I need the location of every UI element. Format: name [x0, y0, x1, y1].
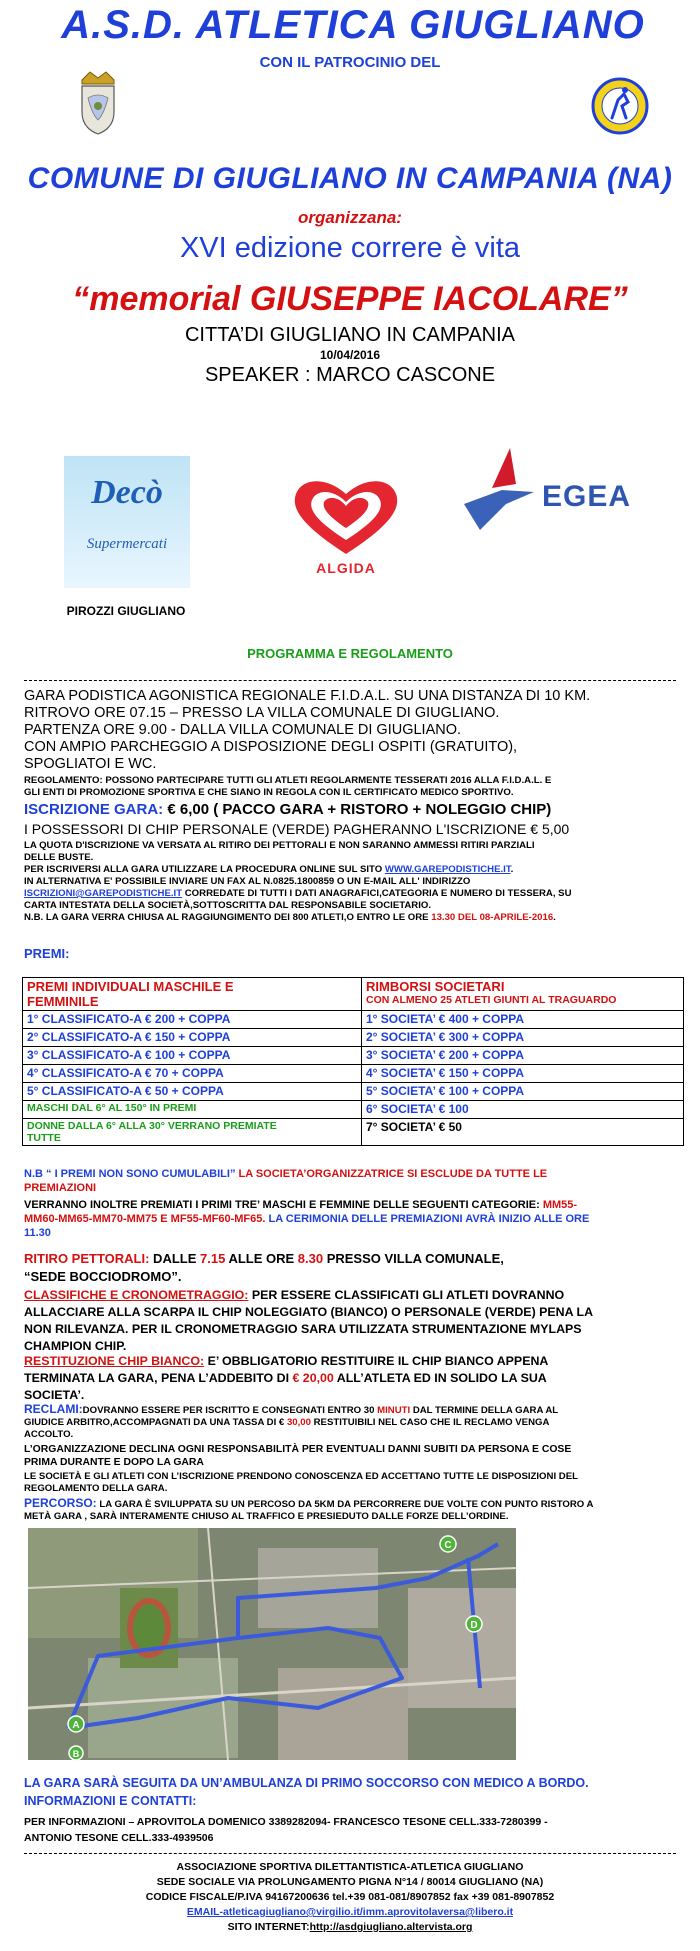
- prize-cell: 2° SOCIETA’ € 300 + COPPA: [362, 1029, 684, 1047]
- regulation-line: REGOLAMENTO: POSSONO PARTECIPARE TUTTI GLI ATLETI REGOLARMENTE TESSERATI 2016 ALLA F.I.D.A.L. E: [24, 775, 552, 786]
- percorso-section: PERCORSO: LA GARA È SVILUPPATA SU UN PERCOSO DA 5KM DA PERCORRERE DUE VOLTE CON PUNTO RISTORO A METÀ GARA , SARÀ INTERAMENTE CHIUSO AL TRAFFICO E PRESIEDUTO DALLE FORZE DELL’ORDINE.: [24, 1496, 594, 1522]
- detail-line: LA QUOTA D'ISCRIZIONE VA VERSATA AL RITIRO DEI PETTORALI E NON SARANNO AMMESSI RITIRI PARZIALI: [24, 840, 535, 851]
- egea-name: EGEA: [542, 480, 632, 513]
- egea-logo: [458, 444, 658, 536]
- footer-association: ASSOCIAZIONE SPORTIVA DILETTANTISTICA-ATLETICA GIUGLIANO: [176, 1861, 524, 1873]
- intro-line: CON AMPIO PARCHEGGIO A DISPOSIZIONE DEGLI OSPITI (GRATUITO),: [24, 739, 518, 755]
- comune-coat-of-arms-logo: [76, 68, 120, 138]
- detail-line: IN ALTERNATIVA E' POSSIBILE INVIARE UN FAX AL N.0825.1800859 O UN E-MAIL ALL' INDIRIZZO: [24, 876, 471, 887]
- memorial-title: “memorial GIUSEPPE IACOLARE”: [72, 280, 628, 318]
- algida-logo: [286, 474, 406, 586]
- prize-cell: 1° CLASSIFICATO-A € 200 + COPPA: [23, 1011, 362, 1029]
- prize-cell: MASCHI DAL 6° AL 150° IN PREMI: [23, 1101, 362, 1119]
- marker-a-label: A: [72, 1720, 80, 1731]
- club-logo: [590, 70, 650, 140]
- reclami-section: RECLAMI:DOVRANNO ESSERE PER ISCRITTO E CONSEGNATI ENTRO 30 MINUTI DAL TERMINE DELLA GARA AL GIUDICE ARBITRO,ACCOMPAGNATI DA UNA TASSA DI € 30,00 RESTITUIBILI NEL CASO CHE IL RECLAMO VENGA ACCOLTO.: [24, 1402, 559, 1440]
- patronage-text: CON IL PATROCINIO DEL: [259, 54, 441, 71]
- deco-name: Decò: [91, 474, 163, 511]
- prize-cell: DONNE DALLA 6° ALLA 30° VERRANO PREMIATE TUTTE: [23, 1119, 362, 1146]
- route-map: [28, 1528, 516, 1760]
- intro-line: GARA PODISTICA AGONISTICA REGIONALE F.I.D.A.L. SU UNA DISTANZA DI 10 KM.: [24, 688, 591, 704]
- restituzione-section: RESTITUZIONE CHIP BIANCO: E’ OBBLIGATORIO RESTITUIRE IL CHIP BIANCO APPENA TERMINATA LA GARA, PENA L’ADDEBITO DI € 20,00 ALL’ATLETA ED IN SOLIDO LA SUA SOCIETA’.: [24, 1354, 549, 1402]
- marker-c-label: C: [444, 1540, 452, 1551]
- comune-title: COMUNE DI GIUGLIANO IN CAMPANIA (NA): [27, 162, 673, 195]
- intro-section: [24, 688, 684, 773]
- prize-cell: 4° CLASSIFICATO-A € 70 + COPPA: [23, 1065, 362, 1083]
- categories-note: VERRANNO INOLTRE PREMIATI I PRIMI TRE’ MASCHI E FEMMINE DELLE SEGUENTI CATEGORIE: MM55- MM60-MM65-MM70-MM75 E MF55-MF60-MF65. LA CERIMONIA DELLE PREMIAZIONI AVRÀ INIZIO ALLE ORE 11.30: [24, 1199, 590, 1239]
- program-title: PROGRAMMA E REGOLAMENTO: [247, 646, 453, 661]
- garepodistiche-link[interactable]: WWW.GAREPODISTICHE.IT: [384, 864, 511, 875]
- classifiche-section: CLASSIFICHE E CRONOMETRAGGIO: PER ESSERE CLASSIFICATI GLI ATLETI DOVRANNO ALLACCIARE ALLA SCARPA IL CHIP NOLEGGIATO (BIANCO) O PERSONALE (VERDE) PENA LA NON RILEVANZA. PER IL CRONOMETRAGGIO SARA UTILIZZATA STRUMENTAZIONE MYLAPS CHAMPION CHIP.: [24, 1288, 594, 1353]
- route-map-image: [28, 1528, 516, 1760]
- individual-prizes-header: PREMI INDIVIDUALI MASCHILE E FEMMINILE: [23, 978, 362, 1011]
- footer: [0, 1860, 700, 1935]
- ambulance-note: LA GARA SARÀ SEGUITA DA UN’AMBULANZA DI PRIMO SOCCORSO CON MEDICO A BORDO.: [24, 1776, 589, 1790]
- premi-label: PREMI:: [24, 946, 70, 961]
- detail-line: ISCRIZIONI@GAREPODISTICHE.IT CORREDATE DI TUTTI I DATI ANAGRAFICI,CATEGORIA E NUMERO DI TESSERA, SU: [24, 888, 572, 899]
- deco-logo: [64, 456, 190, 588]
- registration-label: ISCRIZIONE GARA:: [24, 801, 164, 818]
- speaker-text: SPEAKER : MARCO CASCONE: [204, 364, 496, 386]
- prize-cell: 5° SOCIETA’ € 100 + COPPA: [362, 1083, 684, 1101]
- event-date: 10/04/2016: [319, 348, 381, 362]
- prize-cell: 3° CLASSIFICATO-A € 100 + COPPA: [23, 1047, 362, 1065]
- footer-website: SITO INTERNET:http://asdgiugliano.altervista.org: [227, 1921, 473, 1933]
- regulation-line: GLI ENTI DI PROMOZIONE SPORTIVA E CHE SIANO IN REGOLA CON IL CERTIFICATO MEDICO SPORTIVO.: [24, 787, 514, 798]
- organizes-label: organizzana:: [298, 208, 402, 227]
- registration-fee: [24, 801, 694, 819]
- footer-fiscal: CODICE FISCALE/P.IVA 94167200636 tel.+39 081-081/8907852 fax +39 081-8907852: [145, 1891, 555, 1903]
- deco-caption: PIROZZI GIUGLIANO: [66, 604, 186, 618]
- ritiro-pettorali: RITIRO PETTORALI: DALLE 7.15 ALLE ORE 8.30 PRESSO VILLA COMUNALE, “SEDE BOCCIODROMO”.: [24, 1251, 504, 1284]
- info-contacts: PER INFORMAZIONI – APROVITOLA DOMENICO 3389282094- FRANCESCO TESONE CELL.333-7280399 - ANTONIO TESONE CELL.333-4939506: [24, 1816, 548, 1844]
- info-label: INFORMAZIONI E CONTATTI:: [24, 1794, 197, 1808]
- chip-fee: I POSSESSORI DI CHIP PERSONALE (VERDE) PAGHERANNO L'ISCRIZIONE € 5,00: [24, 821, 570, 837]
- algida-heart-icon: [286, 474, 406, 558]
- footer-email-link[interactable]: EMAIL-atleticagiugliano@virgilio.it/imm.aprovitolaversa@libero.it: [186, 1906, 514, 1918]
- responsibility-note: L’ORGANIZZAZIONE DECLINA OGNI RESPONSABILITÀ PER EVENTUALI DANNI SUBITI DA PERSONA E COSE PRIMA DURANTE E DOPO LA GARA: [24, 1444, 572, 1468]
- prize-cell: 4° SOCIETA’ € 150 + COPPA: [362, 1065, 684, 1083]
- edition-title: XVI edizione correre è vita: [179, 232, 521, 264]
- prize-cell: 2° CLASSIFICATO-A € 150 + COPPA: [23, 1029, 362, 1047]
- table-row: [23, 1011, 684, 1029]
- registration-email-link[interactable]: ISCRIZIONI@GAREPODISTICHE.IT: [24, 888, 183, 899]
- team-prizes-header: RIMBORSI SOCIETARI CON ALMENO 25 ATLETI GIUNTI AL TRAGUARDO: [362, 978, 684, 1011]
- footer-address: SEDE SOCIALE VIA PROLUNGAMENTO PIGNA N°14 / 80014 GIUGLIANO (NA): [156, 1876, 544, 1888]
- detail-line: DELLE BUSTE.: [24, 852, 94, 863]
- city-text: CITTA’DI GIUGLIANO IN CAMPANIA: [184, 324, 516, 346]
- table-row: [23, 978, 684, 1011]
- marker-b-label: B: [72, 1749, 80, 1759]
- divider: [24, 680, 676, 681]
- table-row: [23, 1047, 684, 1065]
- intro-line: PARTENZA ORE 9.00 - DALLA VILLA COMUNALE DI GIUGLIANO.: [24, 722, 462, 738]
- prize-cell: 5° CLASSIFICATO-A € 50 + COPPA: [23, 1083, 362, 1101]
- club-title: A.S.D. ATLETICA GIUGLIANO: [61, 3, 645, 47]
- deco-subtitle: Supermercati: [86, 536, 168, 552]
- prize-cell: 6° SOCIETA’ € 100: [362, 1101, 684, 1119]
- regulation-text: [24, 775, 694, 799]
- prize-cell: 3° SOCIETA’ € 200 + COPPA: [362, 1047, 684, 1065]
- table-row: [23, 1101, 684, 1119]
- detail-line: CARTA INTESTATA DELLA SOCIETÀ,SOTTOSCRITTA DAL RESPONSABILE SOCIETARIO.: [24, 900, 432, 911]
- intro-line: SPOGLIATOI E WC.: [24, 756, 157, 772]
- marker-d-label: D: [470, 1620, 478, 1631]
- detail-line: N.B. LA GARA VERRA CHIUSA AL RAGGIUNGIMENTO DEI 800 ATLETI,O ENTRO LE ORE 13.30 DEL 08-APRILE-2016.: [24, 912, 556, 923]
- prize-cell: 7° SOCIETA’ € 50: [362, 1119, 684, 1146]
- detail-line: PER ISCRIVERSI ALLA GARA UTILIZZARE LA PROCEDURA ONLINE SUL SITO WWW.GAREPODISTICHE.IT.: [24, 864, 514, 875]
- table-row: [23, 1065, 684, 1083]
- algida-name: ALGIDA: [316, 560, 376, 576]
- divider: [24, 1853, 676, 1854]
- runner-icon: [458, 444, 538, 534]
- prizes-table: [22, 977, 684, 1146]
- website-link[interactable]: http://asdgiugliano.altervista.org: [309, 1921, 473, 1933]
- registration-details: [24, 840, 694, 924]
- societa-note: LE SOCIETÀ E GLI ATLETI CON L’ISCRIZIONE PRENDONO CONOSCENZA ED ACCETTANO TUTTE LE DISPOSIZIONI DEL REGOLAMENTO DELLA GARA.: [24, 1471, 578, 1494]
- table-row: [23, 1083, 684, 1101]
- registration-fee-text: € 6,00 ( PACCO GARA + RISTORO + NOLEGGIO CHIP): [163, 801, 552, 818]
- table-row: [23, 1119, 684, 1146]
- prize-cell: 1° SOCIETA’ € 400 + COPPA: [362, 1011, 684, 1029]
- intro-line: RITROVO ORE 07.15 – PRESSO LA VILLA COMUNALE DI GIUGLIANO.: [24, 705, 500, 721]
- nb-note: N.B “ I PREMI NON SONO CUMULABILI” LA SOCIETA’ORGANIZZATRICE SI ESCLUDE DA TUTTE LE PREMIAZIONI: [24, 1168, 548, 1194]
- table-row: [23, 1029, 684, 1047]
